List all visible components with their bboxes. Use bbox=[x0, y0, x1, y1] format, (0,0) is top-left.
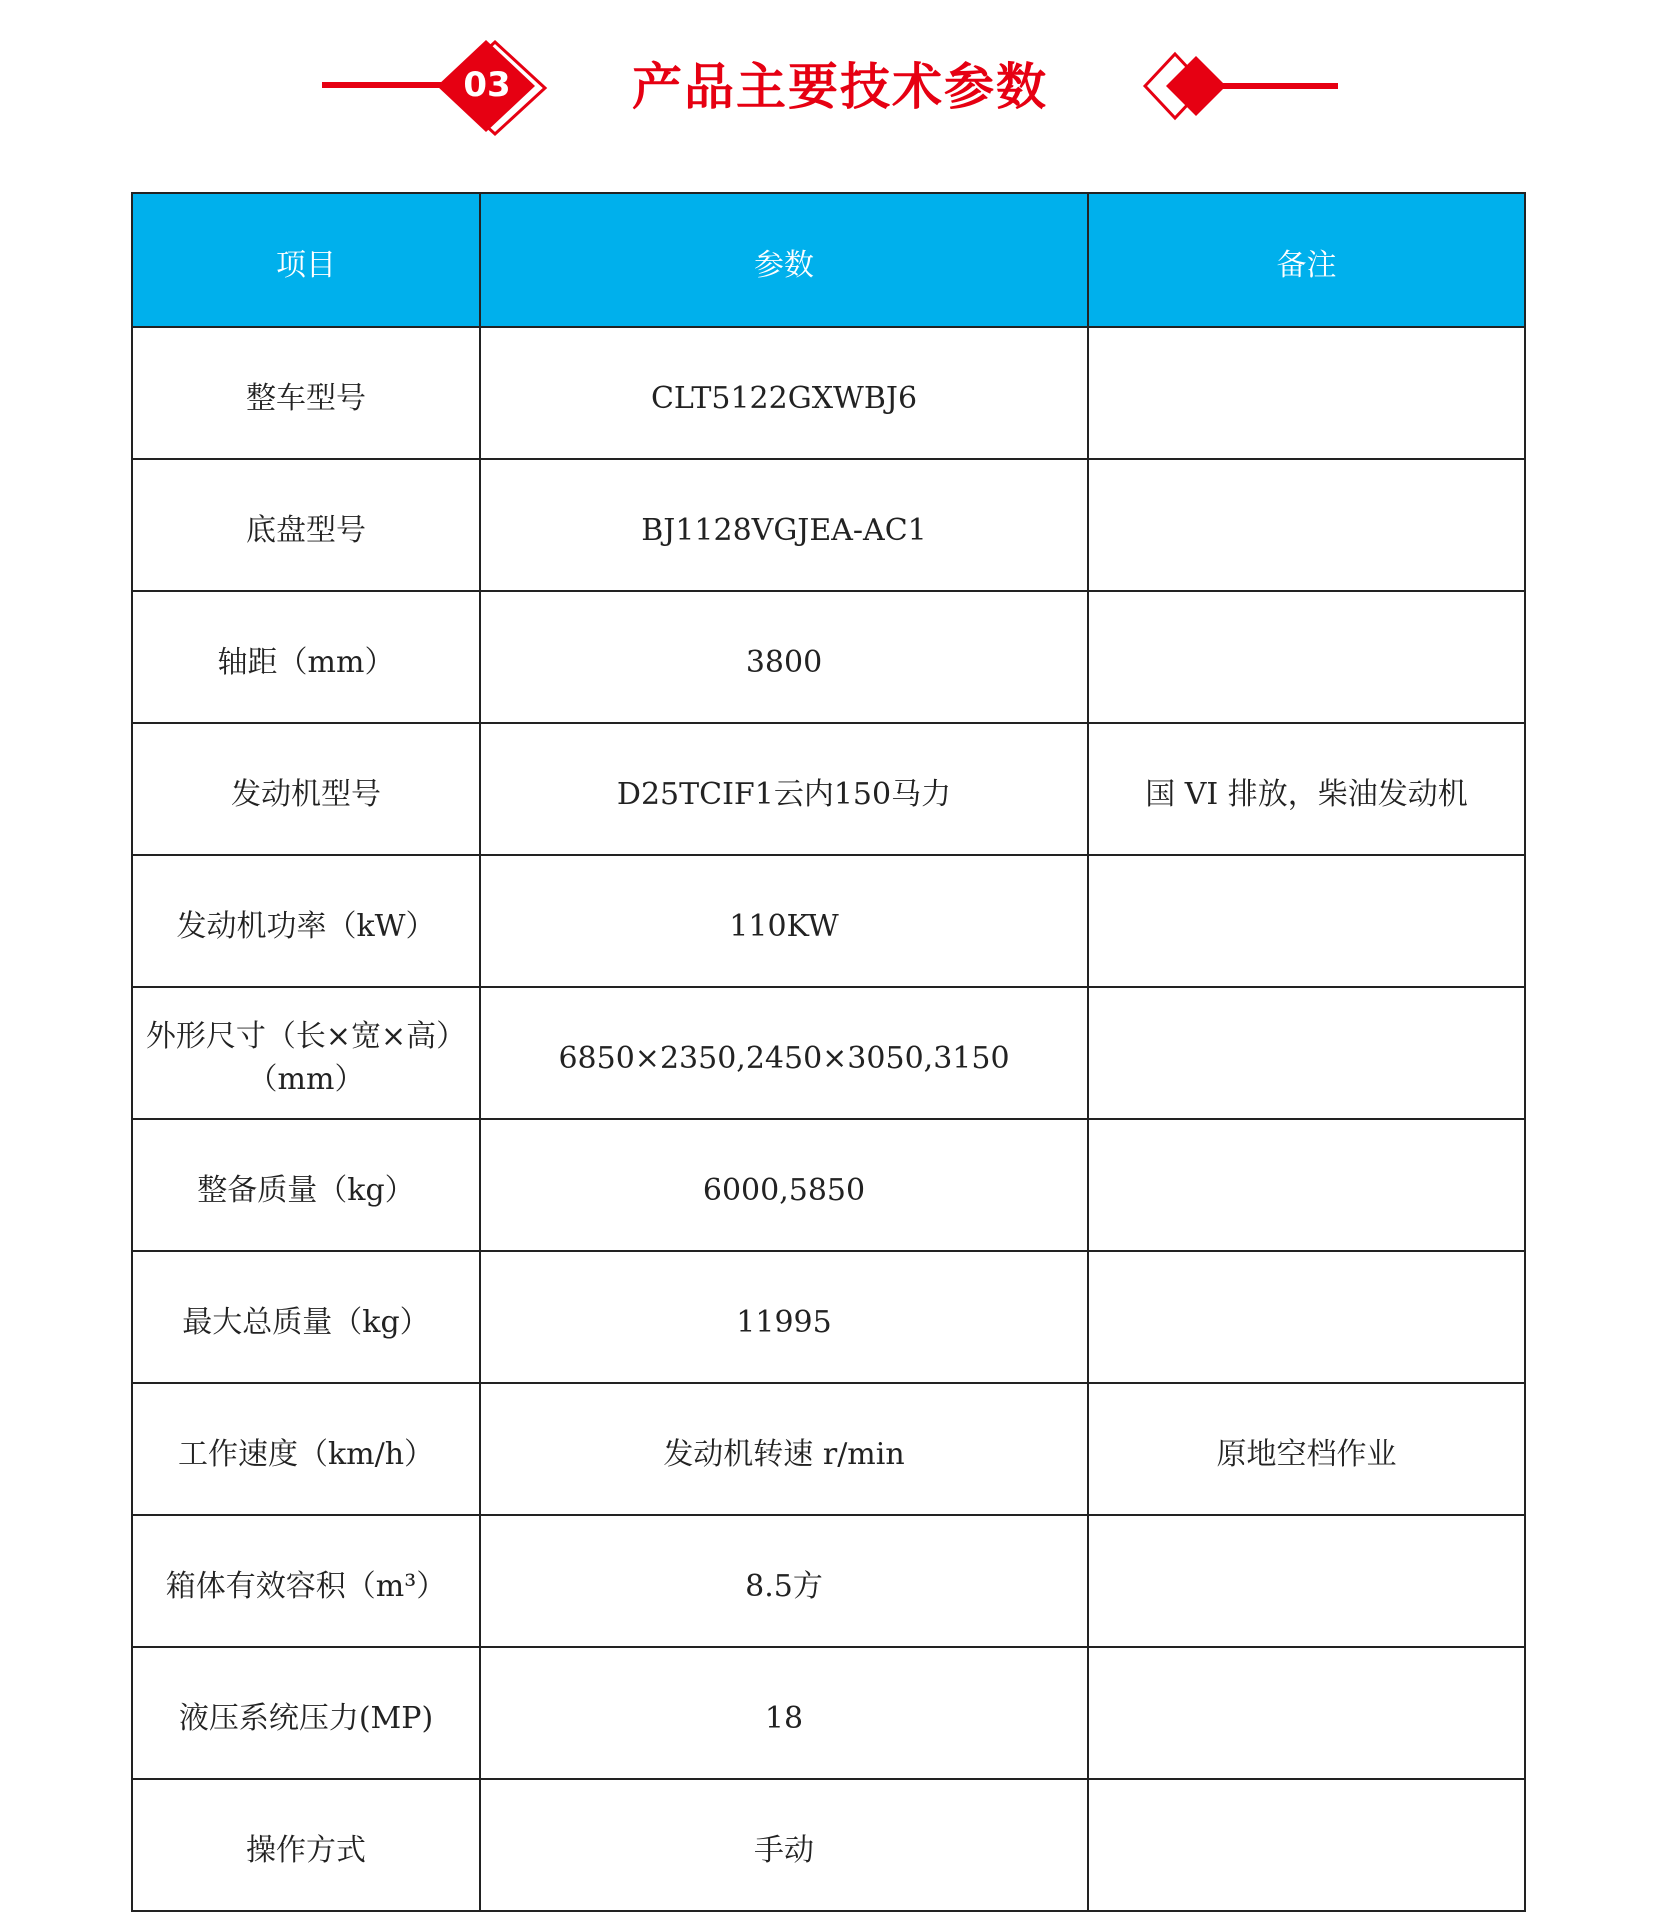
cell-item: 发动机功率（kW） bbox=[132, 855, 480, 987]
spec-table bbox=[131, 192, 1526, 1912]
cell-note bbox=[1088, 1515, 1525, 1647]
cell-param: D25TCIF1云内150马力 bbox=[480, 723, 1088, 855]
table-header-row bbox=[132, 193, 1525, 327]
column-header-param: 参数 bbox=[480, 193, 1088, 327]
cell-note bbox=[1088, 987, 1525, 1119]
cell-param: 3800 bbox=[480, 591, 1088, 723]
table-row bbox=[132, 1647, 1525, 1779]
cell-item: 底盘型号 bbox=[132, 459, 480, 591]
cell-note: 国 VI 排放，柴油发动机 bbox=[1088, 723, 1525, 855]
table-row bbox=[132, 1779, 1525, 1911]
table-row bbox=[132, 1119, 1525, 1251]
table-row bbox=[132, 327, 1525, 459]
cell-note bbox=[1088, 1119, 1525, 1251]
cell-item: 发动机型号 bbox=[132, 723, 480, 855]
cell-param: 发动机转速 r/min bbox=[480, 1383, 1088, 1515]
section-number: 03 bbox=[463, 65, 511, 105]
table-row bbox=[132, 459, 1525, 591]
cell-note bbox=[1088, 855, 1525, 987]
cell-param: CLT5122GXWBJ6 bbox=[480, 327, 1088, 459]
cell-item: 最大总质量（kg） bbox=[132, 1251, 480, 1383]
cell-note bbox=[1088, 459, 1525, 591]
table-row bbox=[132, 1251, 1525, 1383]
cell-item: 外形尺寸（长×宽×高）（mm） bbox=[132, 987, 480, 1119]
cell-param: BJ1128VGJEA-AC1 bbox=[480, 459, 1088, 591]
right-filled-diamond bbox=[1166, 56, 1226, 116]
cell-param: 6000,5850 bbox=[480, 1119, 1088, 1251]
cell-item: 轴距（mm） bbox=[132, 591, 480, 723]
table-row bbox=[132, 1515, 1525, 1647]
cell-note: 原地空档作业 bbox=[1088, 1383, 1525, 1515]
cell-param: 8.5方 bbox=[480, 1515, 1088, 1647]
cell-param: 18 bbox=[480, 1647, 1088, 1779]
cell-param: 手动 bbox=[480, 1779, 1088, 1911]
cell-note bbox=[1088, 1779, 1525, 1911]
cell-param: 11995 bbox=[480, 1251, 1088, 1383]
table-row bbox=[132, 723, 1525, 855]
cell-item: 箱体有效容积（m³） bbox=[132, 1515, 480, 1647]
cell-note bbox=[1088, 591, 1525, 723]
column-header-item: 项目 bbox=[132, 193, 480, 327]
cell-item: 工作速度（km/h） bbox=[132, 1383, 480, 1515]
cell-item: 整备质量（kg） bbox=[132, 1119, 480, 1251]
cell-note bbox=[1088, 1647, 1525, 1779]
table-row bbox=[132, 987, 1525, 1119]
cell-note bbox=[1088, 327, 1525, 459]
cell-item: 整车型号 bbox=[132, 327, 480, 459]
section-header bbox=[0, 0, 1654, 170]
cell-param: 110KW bbox=[480, 855, 1088, 987]
cell-item: 液压系统压力(MP) bbox=[132, 1647, 480, 1779]
table-row bbox=[132, 855, 1525, 987]
cell-param: 6850×2350,2450×3050,3150 bbox=[480, 987, 1088, 1119]
cell-item: 操作方式 bbox=[132, 1779, 480, 1911]
table-row bbox=[132, 1383, 1525, 1515]
column-header-note: 备注 bbox=[1088, 193, 1525, 327]
cell-note bbox=[1088, 1251, 1525, 1383]
page-title: 产品主要技术参数 bbox=[632, 58, 1048, 116]
table-row bbox=[132, 591, 1525, 723]
